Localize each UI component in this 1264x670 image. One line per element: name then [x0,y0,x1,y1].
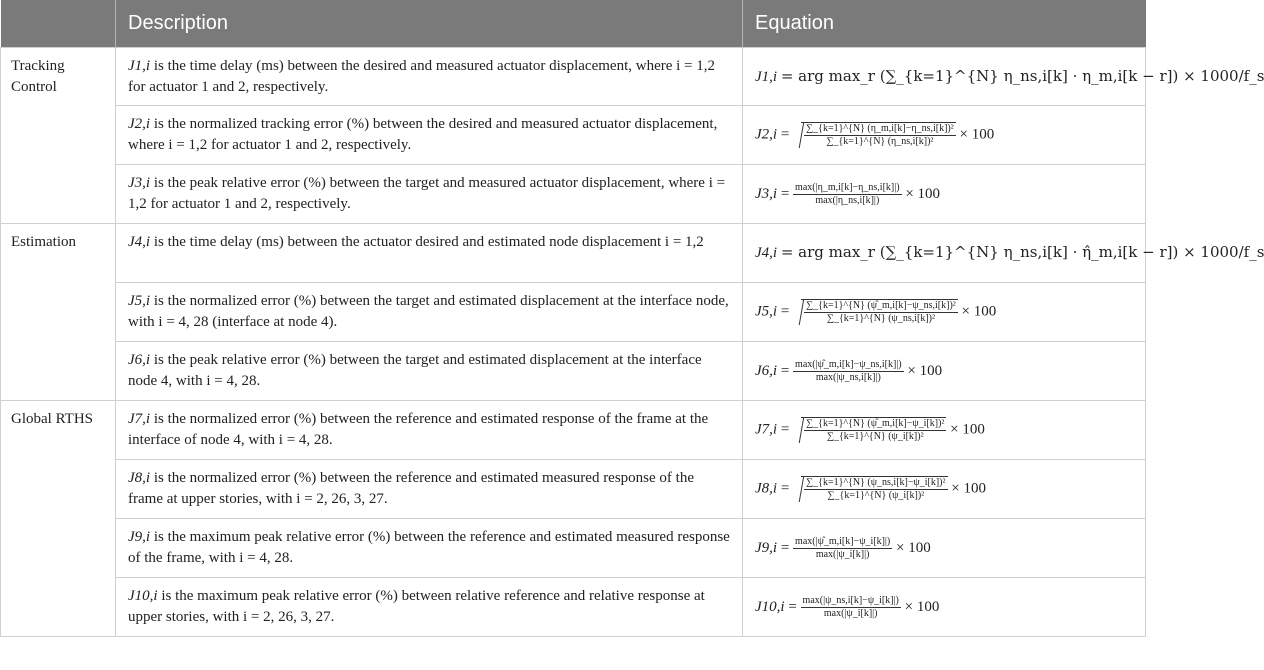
equation-fraction [793,182,902,207]
description-cell [116,342,743,401]
description-cell [116,165,743,224]
table-row [1,342,1146,401]
equation-numerator: ∑_{k=1}^{N} (ψ̂_m,i[k]−ψ_ns,i[k])² [806,300,956,311]
sqrt-radical [801,122,956,148]
equation-tail: × 100 [905,185,941,202]
equation-tail: × 100 [907,362,943,379]
description-text: is the normalized error (%) between the target and estimated displacement at the interface node, with i = 4, 28 (interface at node 4). [128,293,729,330]
equation-numerator: max(|η_m,i[k]−η_ns,i[k]|) [795,181,900,193]
equation-lhs: J6,i [755,362,778,379]
equation-denominator: ∑_{k=1}^{N} (ψ_i[k])² [827,490,925,501]
sqrt-radical [801,417,946,443]
description-cell [116,460,743,519]
equation-denominator: ∑_{k=1}^{N} (η_ns,i[k])² [826,136,934,147]
equation-denominator: ∑_{k=1}^{N} (ψ_ns,i[k])² [826,313,935,324]
description-text: is the maximum peak relative error (%) between relative reference and relative response at upper stories, with i = 2, 26, 3, 27. [128,588,705,625]
metric-symbol: J3,i [128,175,151,191]
metric-symbol: J1,i [128,58,151,74]
equation-denominator: max(|ψ_i[k]|) [823,607,878,619]
equation-cell [743,48,1264,106]
equation-tail: × 100 [959,126,995,143]
description-cell [116,48,743,106]
metric-symbol: J10,i [128,588,158,604]
equation-numerator: ∑_{k=1}^{N} (ψ̂_m,i[k]−ψ_i[k])² [806,418,945,429]
description-text: is the maximum peak relative error (%) between the reference and estimated measured response of the frame, with i = 4, 28. [128,529,730,566]
sqrt-radical [801,476,947,502]
metric-symbol: J5,i [128,293,151,309]
metric-symbol: J4,i [128,234,151,250]
category-estimation: Estimation [1,224,116,401]
metric-symbol: J6,i [128,352,151,368]
equation-lhs: J9,i [755,539,778,556]
category-tracking-control: Tracking Control [1,48,116,224]
table-row [1,106,1146,165]
table-header-row [1,0,1146,48]
sqrt-radical [801,299,958,325]
header-description: Description [116,0,743,48]
description-text: is the peak relative error (%) between the target and estimated displacement at the interface node 4, with i = 4, 28. [128,352,702,389]
equation-lhs: J1,i [755,68,778,85]
equation-denominator: max(|ψ_i[k]|) [815,548,870,560]
equation-tail: × 100 [950,421,985,438]
equation-lhs: J7,i [755,421,778,438]
equation-lhs: J2,i [755,126,778,143]
equation-tail: × 100 [951,480,986,497]
equation-lhs: J4,i [755,245,778,261]
equation-denominator: ∑_{k=1}^{N} (ψ_i[k])² [826,431,924,442]
table-row [1,283,1146,342]
category-global-rths: Global RTHS [1,401,116,637]
description-text: is the peak relative error (%) between the target and measured actuator displacement, where i = 1,2 for actuator 1 and 2, respectively. [128,175,726,212]
metric-symbol: J8,i [128,470,151,486]
equation-cell: J9,i = $\frac{\max(|\psî\_m,i[k]-\psi\_i[k]|)}{\max(|\psi\_i[k]|)}$ × 100 [743,519,1146,578]
description-cell [116,578,743,637]
description-text: is the time delay (ms) between the desired and measured actuator displacement, where i = 1,2 for actuator 1 and 2, respectively. [128,58,716,95]
equation-numerator: max(|ψ_ns,i[k]−ψ_i[k]|) [802,594,899,606]
equation-cell: J5,i = $\frac{\text{∑\_\{k=1\}\textasciicircum{}\{N\} (ψ̂\_m,i[k]−ψ\_ns,i[k])²}}{\text{∑\_\{k=1\}\textasciicircum{}\{N\} (ψ\_ns,i[k])²}}$ × 100 [743,283,1146,342]
equation-numerator: ∑_{k=1}^{N} (ψ_ns,i[k]−ψ_i[k])² [806,477,946,488]
equation-lhs: J8,i [755,480,778,497]
metric-symbol: J2,i [128,116,151,132]
equation-numerator: max(|ψ̂_m,i[k]−ψ_ns,i[k]|) [795,358,902,370]
description-cell [116,224,743,283]
table-row [1,460,1146,519]
equation-fraction [804,123,956,148]
equation-lhs: J5,i [755,303,778,320]
equation-body: = arg max_r (∑_{k=1}^{N} η_ns,i[k] · η_m,i[k − r]) × 1000/f_s [780,66,1264,85]
equation-fraction [804,477,947,502]
equation-cell: J8,i = $\frac{\text{∑\_\{k=1\}\textasciicircum{}\{N\} (ψ\_ns,i[k]−ψ\_i[k])²}}{\text{∑\_\{k=1\}\textasciicircum{}\{N\} (ψ\_i[k])²}}$ × 100 [743,460,1146,519]
equation-denominator: max(|ψ_ns,i[k]|) [815,371,881,383]
equation-cell: J6,i = $\frac{\max(|\psî\_m,i[k]-\psi\_ns,i[k]|)}{\max(|\psi\_ns,i[k]|)}$ × 100 [743,342,1146,401]
table-row [1,519,1146,578]
table-row [1,224,1146,283]
equation-numerator: ∑_{k=1}^{N} (η_m,i[k]−η_ns,i[k])² [806,123,954,134]
equation-fraction [804,300,958,325]
equation-tail: × 100 [896,539,931,556]
table-row [1,578,1146,637]
description-text: is the normalized error (%) between the reference and estimated response of the frame at the interface of node 4, with i = 4, 28. [128,411,709,448]
equation-denominator: max(|η_ns,i[k]|) [815,194,880,206]
description-cell [116,106,743,165]
equation-tail: × 100 [961,303,997,320]
equation-fraction [804,418,946,443]
description-text: is the normalized tracking error (%) between the desired and measured actuator displacement, where i = 1,2 for actuator 1 and 2, respectively. [128,116,718,153]
equation-cell: J10,i = $\frac{\max(|\psi\_ns,i[k]-\psi\_i[k]|)}{\max(|\psi\_i[k]|)}$ × 100 [743,578,1146,637]
description-text: is the normalized error (%) between the reference and estimated measured response of the frame at upper stories, with i = 2, 26, 3, 27. [128,470,694,507]
table-row [1,401,1146,460]
equation-cell: J2,i = $\frac{\text{∑\_\{k=1\}\textasciicircum{}\{N\} (η\_m,i[k]−η\_ns,i[k])²}}{\text{∑\_\{k=1\}\textasciicircum{}\{N\} (η\_ns,i[k])²}}$ × 100 [743,106,1146,165]
equation-cell [743,224,1264,283]
equation-fraction [793,359,904,384]
equation-cell: J3,i = $\frac{\max(|\eta\_m,i[k]-\eta\_ns,i[k]|)}{\max(|\eta\_ns,i[k]|)}$ × 100 [743,165,1146,224]
description-cell [116,519,743,578]
equation-body: = arg max_r (∑_{k=1}^{N} η_ns,i[k] · η̂_m,i[k − r]) × 1000/f_s [780,243,1264,261]
equation-tail: × 100 [904,598,940,615]
table-row [1,48,1146,106]
description-cell [116,401,743,460]
equation-cell: J7,i = $\frac{\text{∑\_\{k=1\}\textasciicircum{}\{N\} (ψ̂\_m,i[k]−ψ\_i[k])²}}{\text{∑\_\{k=1\}\textasciicircum{}\{N\} (ψ\_i[k])²}}$ × 100 [743,401,1146,460]
table-row [1,165,1146,224]
metric-symbol: J9,i [128,529,151,545]
metric-symbol: J7,i [128,411,151,427]
equation-fraction [793,536,892,561]
description-text: is the time delay (ms) between the actuator desired and estimated node displacement i = 1,2 [150,234,704,250]
equation-lhs: J10,i [755,598,785,615]
header-category [1,0,116,48]
header-equation: Equation [743,0,1146,48]
equation-fraction [801,595,901,620]
description-cell [116,283,743,342]
equation-lhs: J3,i [755,185,778,202]
equation-numerator: max(|ψ̂_m,i[k]−ψ_i[k]|) [795,535,891,547]
